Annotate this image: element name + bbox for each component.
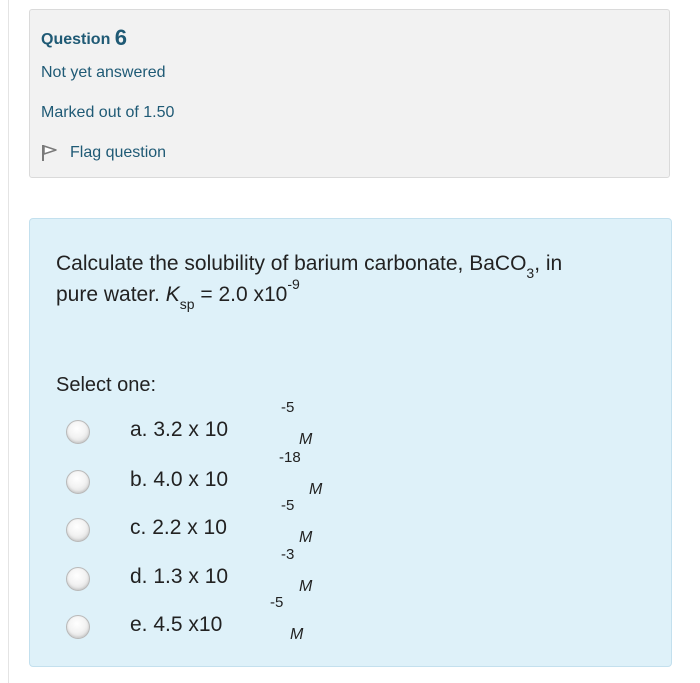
question-content-panel	[29, 218, 672, 667]
option-exponent: -5	[281, 497, 295, 514]
question-number: 6	[114, 25, 128, 50]
question-state: Not yet answered	[41, 64, 166, 81]
select-one-prompt: Select one:	[56, 374, 157, 396]
option-mantissa: 1.3 x 10	[153, 565, 229, 588]
question-label: Question	[41, 31, 111, 48]
answer-option-e[interactable]	[66, 594, 626, 647]
radio-button-b[interactable]	[66, 470, 90, 494]
option-text	[130, 468, 228, 492]
radio-button-a[interactable]	[66, 420, 90, 444]
option-exponent: -5	[281, 399, 295, 416]
option-unit: M	[309, 481, 323, 498]
question-grade: Marked out of 1.50	[41, 104, 175, 121]
option-text	[130, 418, 228, 442]
option-text	[130, 565, 228, 589]
option-unit: M	[299, 431, 313, 448]
option-letter: b.	[130, 468, 148, 491]
question-text-part: Calculate the solubility of barium carbonate, BaCO	[56, 252, 527, 275]
radio-button-c[interactable]	[66, 518, 90, 542]
option-exponent: -3	[281, 546, 295, 563]
ksp-subscript: sp	[179, 296, 195, 312]
question-title	[41, 24, 127, 50]
option-unit: M	[290, 626, 304, 643]
question-text-line-2	[56, 276, 656, 312]
option-exponent: -5	[270, 594, 284, 611]
question-text-part: , in	[534, 252, 563, 275]
question-text-part: pure water.	[56, 283, 166, 306]
flag-question-label: Flag question	[70, 144, 167, 161]
option-text	[130, 613, 222, 637]
answer-option-c[interactable]	[66, 497, 626, 550]
option-letter: e.	[130, 613, 148, 636]
option-unit: M	[299, 578, 313, 595]
question-info-panel	[29, 9, 670, 178]
left-border-line	[8, 0, 9, 683]
option-text	[130, 516, 227, 540]
option-mantissa: 4.0 x 10	[153, 468, 229, 491]
option-mantissa: 4.5 x10	[153, 613, 223, 636]
ksp-value: = 2.0 x10	[194, 283, 288, 306]
option-mantissa: 2.2 x 10	[152, 516, 227, 539]
option-exponent: -18	[279, 449, 301, 466]
question-text-line-1	[56, 249, 656, 280]
flag-icon	[41, 144, 59, 162]
ksp-symbol: K	[165, 283, 180, 306]
radio-button-e[interactable]	[66, 615, 90, 639]
ksp-exponent: -9	[287, 276, 300, 292]
formula-subscript: 3	[526, 265, 535, 281]
option-letter: a.	[130, 418, 148, 441]
option-unit: M	[299, 529, 313, 546]
answer-option-d[interactable]	[66, 546, 626, 599]
option-letter: d.	[130, 565, 148, 588]
radio-button-d[interactable]	[66, 567, 90, 591]
flag-question-link[interactable]	[41, 144, 166, 162]
question-text	[56, 249, 656, 311]
answer-option-b[interactable]	[66, 449, 626, 502]
option-mantissa: 3.2 x 10	[153, 418, 229, 441]
option-letter: c.	[130, 516, 147, 539]
answer-option-a[interactable]	[66, 399, 626, 452]
